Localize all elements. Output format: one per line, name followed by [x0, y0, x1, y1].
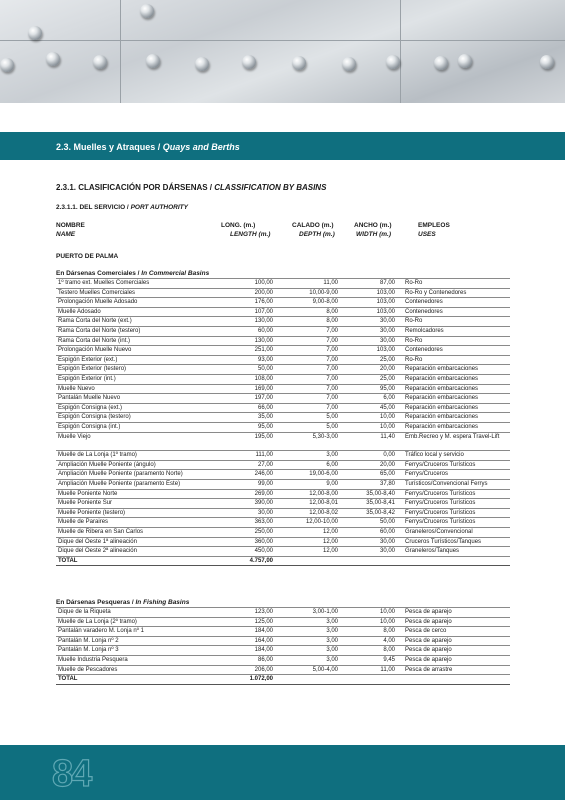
commercial-basins-section	[56, 269, 510, 566]
quay-width: 35,00-8,42	[340, 508, 397, 518]
total-empty	[275, 675, 340, 685]
table-row	[56, 537, 510, 547]
table-row	[56, 617, 510, 627]
quay-uses: Reparación embarcaciones	[397, 413, 510, 423]
quay-length: 169,00	[225, 384, 275, 394]
quay-length: 108,00	[225, 374, 275, 384]
quay-uses: Graneleros/Tanques	[397, 547, 510, 557]
quay-name: Muelle Industria Pesquera	[56, 655, 225, 665]
table-row	[56, 355, 510, 365]
fishing-basins-title	[56, 598, 510, 607]
quay-depth: 3,00	[275, 655, 340, 665]
table-row	[56, 403, 510, 413]
section-title-bar	[0, 132, 565, 160]
quay-width: 10,00	[340, 422, 397, 432]
quay-depth: 3,00-1,00	[275, 608, 340, 618]
quay-uses: Graneleros/Convencional	[397, 528, 510, 538]
quay-name: Espigón Consigna (testero)	[56, 413, 225, 423]
table-row	[56, 460, 510, 470]
quay-depth: 5,30-3,00	[275, 432, 340, 451]
quay-length: 60,00	[225, 326, 275, 336]
quay-uses: Reparación embarcaciones	[397, 394, 510, 404]
quay-depth: 8,00	[275, 317, 340, 327]
table-row	[56, 365, 510, 375]
total-length: 4.757,00	[225, 556, 275, 566]
quay-width: 60,00	[340, 528, 397, 538]
quay-width: 11,40	[340, 432, 397, 451]
section-title-en: Quays and Berths	[162, 142, 240, 152]
quay-width: 37,80	[340, 480, 397, 490]
column-headers-es	[56, 222, 510, 231]
quay-width: 10,00	[340, 617, 397, 627]
commercial-title-es: En Dársenas Comerciales /	[56, 270, 140, 277]
plate-seam	[400, 0, 401, 103]
quay-depth: 7,00	[275, 336, 340, 346]
quay-width: 30,00	[340, 336, 397, 346]
subheading-es: 2.3.1.1. DEL SERVICIO /	[56, 204, 129, 211]
port-authority-heading	[56, 204, 188, 211]
quay-name: Muelle Poniente Norte	[56, 489, 225, 499]
quay-name: Dique de la Riqueta	[56, 608, 225, 618]
quay-name: Muelle Poniente Sur	[56, 499, 225, 509]
quay-width: 45,00	[340, 403, 397, 413]
plate-seam	[120, 0, 121, 103]
table-row	[56, 636, 510, 646]
col-name-header-en: NAME	[56, 231, 76, 238]
quay-uses: Ro-Ro	[397, 317, 510, 327]
quay-name: Espigón Exterior (int.)	[56, 374, 225, 384]
quay-uses: Reparación embarcaciones	[397, 403, 510, 413]
quay-width: 10,00	[340, 413, 397, 423]
quay-uses: Pesca de aparejo	[397, 646, 510, 656]
table-row	[56, 508, 510, 518]
fishing-title-en: In Fishing Basins	[135, 599, 190, 606]
quay-uses: Emb.Recreo y M. espera Travel-Lift	[397, 432, 510, 451]
quay-length: 450,00	[225, 547, 275, 557]
quay-length: 99,00	[225, 480, 275, 490]
table-row	[56, 326, 510, 336]
quay-width: 103,00	[340, 298, 397, 308]
quay-width: 35,00-8,40	[340, 489, 397, 499]
rivet-icon	[458, 54, 472, 68]
quay-uses: Reparación embarcaciones	[397, 422, 510, 432]
rivet-icon	[0, 58, 14, 72]
col-length-header-en: LENGTH (m.)	[230, 231, 271, 238]
quay-depth: 3,00	[275, 451, 340, 461]
table-row	[56, 480, 510, 490]
quay-depth: 3,00	[275, 636, 340, 646]
total-label: TOTAL	[56, 556, 225, 566]
table-row	[56, 279, 510, 289]
quay-depth: 6,00	[275, 460, 340, 470]
total-row	[56, 556, 510, 566]
quay-length: 86,00	[225, 655, 275, 665]
quay-uses: Ferrys/Cruceros Turísticos	[397, 489, 510, 499]
quay-depth: 3,00	[275, 646, 340, 656]
quay-length: 184,00	[225, 627, 275, 637]
rivet-icon	[242, 55, 256, 69]
total-empty	[340, 556, 397, 566]
quay-uses: Cruceros Turísticos/Tanques	[397, 537, 510, 547]
quay-width: 30,00	[340, 547, 397, 557]
quay-name: Ampliación Muelle Poniente (paramento Este)	[56, 480, 225, 490]
table-row	[56, 646, 510, 656]
quay-uses: Contenedores	[397, 298, 510, 308]
quay-uses: Contenedores	[397, 307, 510, 317]
commercial-basins-table	[56, 278, 510, 566]
quay-name: Espigón Consigna (int.)	[56, 422, 225, 432]
rivet-icon	[540, 55, 554, 69]
column-headers-en	[56, 231, 510, 240]
quay-uses: Ferrys/Cruceros Turísticos	[397, 508, 510, 518]
quay-name: Muelle Viejo	[56, 432, 225, 451]
quay-length: 251,00	[225, 346, 275, 356]
rivet-icon	[434, 56, 448, 70]
quay-length: 50,00	[225, 365, 275, 375]
quay-uses: Reparación embarcaciones	[397, 374, 510, 384]
quay-width: 20,00	[340, 365, 397, 375]
quay-length: 206,00	[225, 665, 275, 675]
quay-name: Ampliación Muelle Poniente (paramento Norte)	[56, 470, 225, 480]
rivet-icon	[93, 55, 107, 69]
quay-length: 107,00	[225, 307, 275, 317]
quay-width: 10,00	[340, 608, 397, 618]
rivet-icon	[146, 54, 160, 68]
quay-uses: Ro-Ro	[397, 336, 510, 346]
fishing-basins-table	[56, 607, 510, 685]
table-row	[56, 499, 510, 509]
quay-uses: Pesca de aparejo	[397, 617, 510, 627]
quay-uses: Pesca de aparejo	[397, 608, 510, 618]
col-depth-header-en: DEPTH (m.)	[299, 231, 335, 238]
quay-name: Muelle de Paraires	[56, 518, 225, 528]
total-empty	[397, 556, 510, 566]
quay-width: 30,00	[340, 537, 397, 547]
plate-seam	[0, 40, 565, 41]
quay-width: 50,00	[340, 518, 397, 528]
col-width-header-en: WIDTH (m.)	[356, 231, 392, 238]
col-uses-header-en: USES	[418, 231, 436, 238]
quay-length: 176,00	[225, 298, 275, 308]
quay-uses: Ferrys/Cruceros	[397, 470, 510, 480]
quay-depth: 7,00	[275, 384, 340, 394]
commercial-basins-title	[56, 269, 510, 278]
quay-uses: Ro-Ro y Contenedores	[397, 288, 510, 298]
quay-name: Ampliación Muelle Poniente (ángulo)	[56, 460, 225, 470]
quay-depth: 12,00-10,00	[275, 518, 340, 528]
quay-uses: Tráfico local y servicio	[397, 451, 510, 461]
port-name: PUERTO DE PALMA	[56, 253, 119, 260]
quay-name: Muelle Adosado	[56, 307, 225, 317]
col-width-header: ANCHO (m.)	[354, 222, 392, 229]
quay-name: Pantalán M. Lonja nº 2	[56, 636, 225, 646]
quay-length: 164,00	[225, 636, 275, 646]
quay-name: Muelle de La Lonja (2º tramo)	[56, 617, 225, 627]
classification-title: 2.3.1. CLASIFICACIÓN POR DÁRSENAS /	[56, 183, 213, 192]
quay-depth: 12,00-8,02	[275, 508, 340, 518]
quay-name: 1º tramo ext. Muelles Comerciales	[56, 279, 225, 289]
classification-heading	[56, 183, 326, 192]
rivet-icon	[140, 4, 154, 18]
quay-length: 95,00	[225, 422, 275, 432]
quay-depth: 7,00	[275, 365, 340, 375]
quay-width: 20,00	[340, 460, 397, 470]
quay-length: 100,00	[225, 279, 275, 289]
quay-name: Pantalán Muelle Nuevo	[56, 394, 225, 404]
total-row	[56, 675, 510, 685]
quay-name: Pantalán M. Lonja nº 3	[56, 646, 225, 656]
rivet-icon	[386, 55, 400, 69]
quay-uses: Ro-Ro	[397, 355, 510, 365]
quay-name: Pantalán varadero M. Lonja nº 1	[56, 627, 225, 637]
quay-depth: 7,00	[275, 403, 340, 413]
quay-length: 30,00	[225, 508, 275, 518]
quay-uses: Pesca de aparejo	[397, 655, 510, 665]
quay-name: Muelle de Pescadores	[56, 665, 225, 675]
footer-bar	[0, 745, 565, 800]
quay-width: 25,00	[340, 355, 397, 365]
commercial-title-en: In Commercial Basins	[141, 270, 210, 277]
quay-depth: 11,00	[275, 279, 340, 289]
quay-depth: 7,00	[275, 346, 340, 356]
table-row	[56, 451, 510, 461]
quay-name: Dique del Oeste 1ª alineación	[56, 537, 225, 547]
quay-width: 30,00	[340, 326, 397, 336]
quay-width: 103,00	[340, 288, 397, 298]
quay-uses: Contenedores	[397, 346, 510, 356]
quay-name: Testero Muelles Comerciales	[56, 288, 225, 298]
table-row	[56, 655, 510, 665]
table-row	[56, 346, 510, 356]
table-row	[56, 317, 510, 327]
quay-width: 30,00	[340, 317, 397, 327]
header-metal-plate-image	[0, 0, 565, 108]
quay-depth: 8,00	[275, 307, 340, 317]
quay-uses: Pesca de aparejo	[397, 636, 510, 646]
quay-uses: Reparación embarcaciones	[397, 365, 510, 375]
table-row	[56, 422, 510, 432]
table-row	[56, 665, 510, 675]
quay-uses: Ro-Ro	[397, 279, 510, 289]
quay-length: 200,00	[225, 288, 275, 298]
table-row	[56, 374, 510, 384]
quay-name: Rama Corta del Norte (ext.)	[56, 317, 225, 327]
quay-length: 123,00	[225, 608, 275, 618]
quay-length: 93,00	[225, 355, 275, 365]
quay-length: 27,00	[225, 460, 275, 470]
rivet-icon	[342, 57, 356, 71]
table-row	[56, 413, 510, 423]
quay-depth: 5,00	[275, 413, 340, 423]
quay-name: Muelle de La Lonja (1º tramo)	[56, 451, 225, 461]
quay-depth: 7,00	[275, 374, 340, 384]
quay-width: 35,00-8,41	[340, 499, 397, 509]
quay-length: 130,00	[225, 317, 275, 327]
quay-uses: Turísticos/Convencional Ferrys	[397, 480, 510, 490]
quay-name: Rama Corta del Norte (testero)	[56, 326, 225, 336]
quay-length: 66,00	[225, 403, 275, 413]
quay-depth: 9,00-8,00	[275, 298, 340, 308]
quay-width: 11,00	[340, 665, 397, 675]
quay-length: 390,00	[225, 499, 275, 509]
quay-length: 250,00	[225, 528, 275, 538]
quay-depth: 5,00-4,00	[275, 665, 340, 675]
fishing-title-es: En Dársenas Pesqueras /	[56, 599, 134, 606]
quay-width: 103,00	[340, 346, 397, 356]
table-row	[56, 307, 510, 317]
quay-depth: 12,00-8,00	[275, 489, 340, 499]
quay-name: Muelle Nuevo	[56, 384, 225, 394]
quay-width: 8,00	[340, 627, 397, 637]
quay-depth: 7,00	[275, 355, 340, 365]
quay-length: 363,00	[225, 518, 275, 528]
quay-depth: 7,00	[275, 326, 340, 336]
quay-length: 125,00	[225, 617, 275, 627]
table-row	[56, 489, 510, 499]
table-row	[56, 298, 510, 308]
quay-name: Espigón Exterior (testero)	[56, 365, 225, 375]
section-title: 2.3. Muelles y Atraques /	[56, 142, 161, 152]
quay-length: 246,00	[225, 470, 275, 480]
table-row	[56, 288, 510, 298]
quay-width: 95,00	[340, 384, 397, 394]
table-column-headers	[56, 222, 510, 240]
quay-uses: Ferrys/Cruceros Turísticos	[397, 518, 510, 528]
quay-width: 6,00	[340, 394, 397, 404]
rivet-icon	[195, 57, 209, 71]
quay-length: 130,00	[225, 336, 275, 346]
total-empty	[275, 556, 340, 566]
quay-depth: 19,00-6,00	[275, 470, 340, 480]
quay-width: 8,00	[340, 646, 397, 656]
quay-depth: 3,00	[275, 627, 340, 637]
col-name-header: NOMBRE	[56, 222, 85, 229]
fishing-basins-section	[56, 598, 510, 685]
table-row	[56, 518, 510, 528]
rivet-icon	[28, 26, 42, 40]
quay-depth: 3,00	[275, 617, 340, 627]
quay-uses: Remolcadores	[397, 326, 510, 336]
quay-name: Muelle Poniente (testero)	[56, 508, 225, 518]
quay-name: Espigón Consigna (ext.)	[56, 403, 225, 413]
quay-length: 360,00	[225, 537, 275, 547]
page-number: 84	[52, 753, 91, 795]
col-length-header: LONG. (m.)	[221, 222, 256, 229]
quay-length: 197,00	[225, 394, 275, 404]
quay-width: 9,45	[340, 655, 397, 665]
quay-name: Rama Corta del Norte (int.)	[56, 336, 225, 346]
total-empty	[397, 675, 510, 685]
header-divider	[0, 103, 565, 108]
quay-width: 65,00	[340, 470, 397, 480]
table-row	[56, 432, 510, 451]
quay-depth: 12,00	[275, 528, 340, 538]
table-row	[56, 608, 510, 618]
table-row	[56, 627, 510, 637]
quay-width: 25,00	[340, 374, 397, 384]
subheading-en: PORT AUTHORITY	[130, 204, 188, 211]
quay-length: 195,00	[225, 432, 275, 451]
quay-depth: 12,00	[275, 547, 340, 557]
quay-name: Espigón Exterior (ext.)	[56, 355, 225, 365]
col-uses-header: EMPLEOS	[418, 222, 450, 229]
table-row	[56, 384, 510, 394]
quay-length: 111,00	[225, 451, 275, 461]
rivet-icon	[292, 56, 306, 70]
quay-uses: Ferrys/Cruceros Turísticos	[397, 499, 510, 509]
total-length: 1.072,00	[225, 675, 275, 685]
quay-name: Prolongación Muelle Adosado	[56, 298, 225, 308]
table-row	[56, 528, 510, 538]
quay-width: 87,00	[340, 279, 397, 289]
quay-depth: 12,00	[275, 537, 340, 547]
quay-name: Muelle de Ribera en San Carlos	[56, 528, 225, 538]
rivet-icon	[46, 52, 60, 66]
quay-width: 103,00	[340, 307, 397, 317]
quay-uses: Pesca de cerco	[397, 627, 510, 637]
table-row	[56, 547, 510, 557]
quay-name: Prolongación Muelle Nuevo	[56, 346, 225, 356]
quay-name: Dique del Oeste 2ª alineación	[56, 547, 225, 557]
quay-uses: Reparación embarcaciones	[397, 384, 510, 394]
quay-depth: 5,00	[275, 422, 340, 432]
total-empty	[340, 675, 397, 685]
quay-length: 184,00	[225, 646, 275, 656]
quay-length: 35,00	[225, 413, 275, 423]
classification-title-en: CLASSIFICATION BY BASINS	[214, 183, 327, 192]
quay-depth: 9,00	[275, 480, 340, 490]
col-depth-header: CALADO (m.)	[292, 222, 334, 229]
quay-uses: Pesca de arrastre	[397, 665, 510, 675]
table-row	[56, 394, 510, 404]
quay-depth: 7,00	[275, 394, 340, 404]
quay-width: 4,00	[340, 636, 397, 646]
quay-depth: 10,00-9,00	[275, 288, 340, 298]
quay-uses: Ferrys/Cruceros Turísticos	[397, 460, 510, 470]
table-row	[56, 470, 510, 480]
quay-width: 0,00	[340, 451, 397, 461]
table-row	[56, 336, 510, 346]
quay-length: 269,00	[225, 489, 275, 499]
total-label: TOTAL	[56, 675, 225, 685]
quay-depth: 12,00-8,01	[275, 499, 340, 509]
